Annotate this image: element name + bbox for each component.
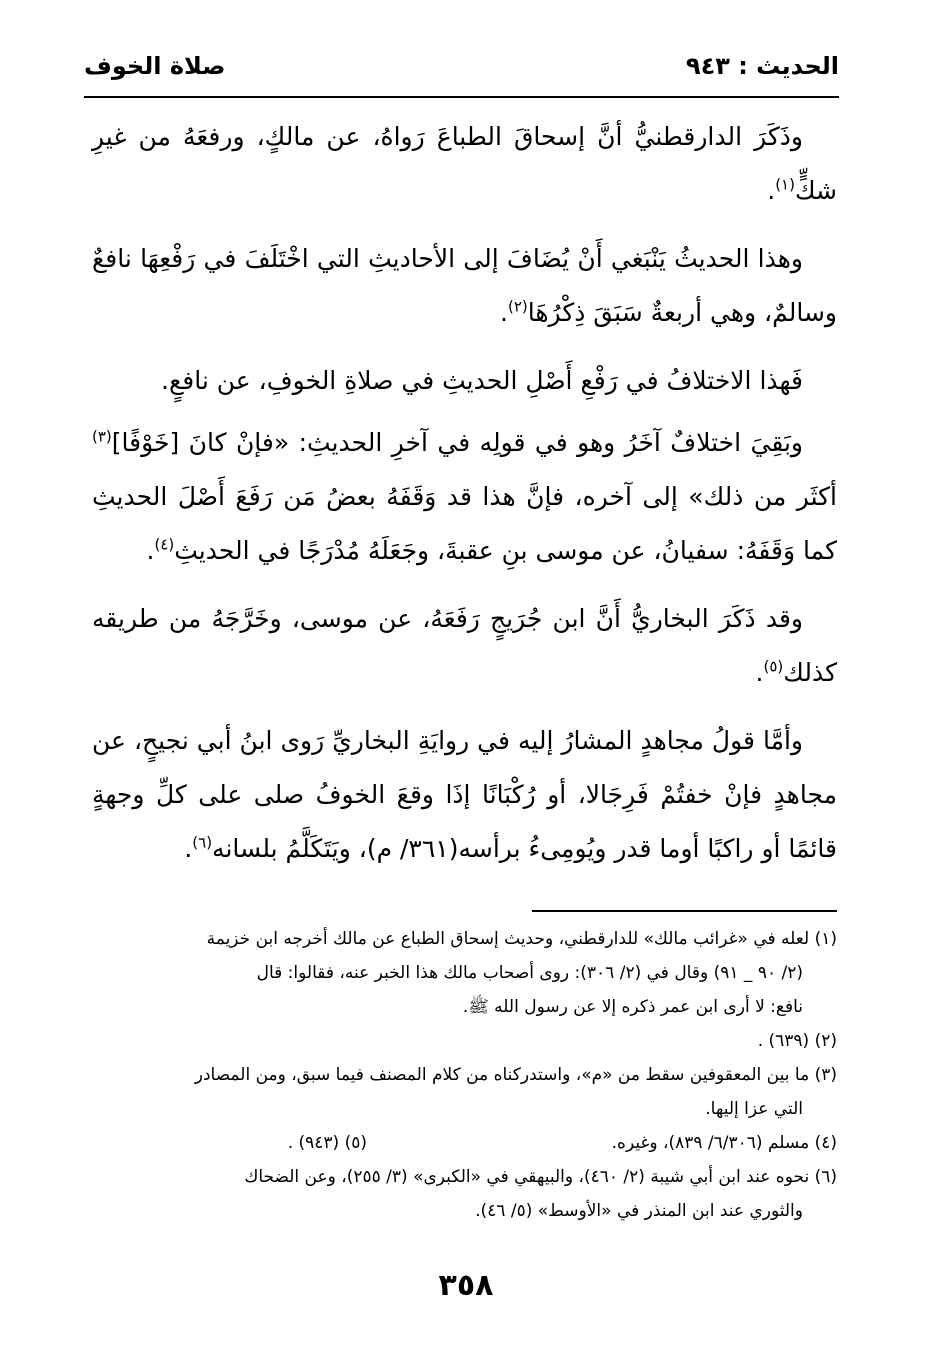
paragraph-text: وأمَّا قولُ مجاهدٍ المشارُ إليه في روايَةِ البخاريِّ رَوى ابنُ أبي نجيحٍ، عن مجاهدٍ فإنْ خفتُمْ فَرِجَالا، أو رُكْبَانًا إذَا وقعَ الخوفُ صلى على كلِّ وجهةٍ قائمًا أو راكبًا أوما قدر ويُومِىءُ برأسه(٣٦١/ م)، ويَتَكَلَّمُ بلسانه: [92, 726, 837, 863]
footnote-ref: (٣): [92, 427, 112, 446]
footnote-ref: (٦): [192, 833, 213, 852]
footnote-3: (٣) ما بين المعقوفين سقط من «م»، واستدركناه من كلام المصنف فيما سبق، ومن المصادر: [194, 1065, 837, 1085]
header-rule: [84, 96, 839, 98]
paragraph-text: فَهذا الاختلافُ في رَفْعِ أَصْلِ الحديثِ في صلاةِ الخوفِ، عن نافعٍ.: [161, 366, 803, 395]
footnotes: [92, 922, 837, 1228]
footnote-1: (١) لعله في «غرائب مالك» للدارقطني، وحديث إسحاق الطباع عن مالك أخرجه ابن خزيمة: [206, 929, 837, 949]
paragraph-tail: .: [767, 176, 776, 205]
footnote-1-continued: نافع: لا أرى ابن عمر ذكره إلا عن رسول الله ﷺ.: [462, 997, 803, 1017]
footnote-6-continued: والثوري عند ابن المنذر في «الأوسط» (٥/ ٤٦).: [475, 1201, 803, 1221]
footnote-1-continued: (٢/ ٩٠ _ ٩١) وقال في (٢/ ٣٠٦): روى أصحاب مالك هذا الخبر عنه، فقالوا: قال: [256, 963, 803, 983]
footnote-ref: (٥): [763, 657, 784, 676]
footnote-3-continued: التي عزا إليها.: [705, 1099, 803, 1119]
footnote-5: (٥) (٩٤٣) .: [287, 1133, 367, 1153]
footnote-4: (٤) مسلم (٦/٣٠٦/ ٨٣٩)، وغيره.: [611, 1133, 837, 1153]
footnote-row: [92, 1126, 837, 1160]
paragraph-tail: .: [500, 298, 508, 327]
hadith-label: الحديث : ٩٤٣: [685, 52, 839, 80]
paragraph-tail: .: [755, 658, 764, 687]
footnote-ref: (١): [775, 175, 795, 194]
footnote-ref: (٤): [154, 535, 175, 554]
paragraph-text: وهذا الحديثُ يَنْبَغي أَنْ يُضَافَ إلى الأحاديثِ التي اخْتَلَفَ في رَفْعِهَا نافعٌ وسالمٌ، وهي أربعةٌ سَبَقَ ذِكْرُهَا: [92, 244, 837, 327]
paragraph-4: [92, 416, 837, 578]
paragraph-tail: .: [184, 834, 193, 863]
main-text: [92, 110, 837, 890]
footnote-6: (٦) نحوه عند ابن أبي شيبة (٢/ ٤٦٠)، والبيهقي في «الكبرى» (٣/ ٢٥٥)، وعن الضحاك: [244, 1167, 837, 1187]
page-number: ٣٥٨: [438, 1268, 494, 1303]
footnote-rule: [532, 910, 837, 912]
paragraph-3: [92, 354, 837, 408]
footnote-2: (٢) (٦٣٩) .: [757, 1031, 837, 1051]
running-header: [84, 48, 839, 88]
paragraph-text: وقد ذَكَرَ البخاريُّ أَنَّ ابن جُرَيجٍ رَفَعَهُ، عن موسى، وخَرَّجَهُ من طريقه كذلك: [92, 604, 837, 687]
paragraph-text: وذَكَرَ الدارقطنيُّ أنَّ إسحاقَ الطباعَ رَواهُ، عن مالكٍ، ورفعَهُ من غيرِ شكٍّ: [92, 122, 837, 205]
paragraph-6: [92, 714, 837, 876]
chapter-title: صلاة الخوف: [84, 52, 226, 80]
footnote-ref: (٢): [507, 297, 528, 316]
paragraph-text-continued: أكثَر من ذلك» إلى آخره، فإنَّ هذا قد وَقَفَهُ بعضُ مَن رَفَعَ أَصْلَ الحديثِ كما وَقَفَهُ: سفيانُ، عن موسى بنِ عقبةَ، وجَعَلَهُ مُدْرَجًا في الحديثِ: [92, 482, 837, 565]
paragraph-text: وبَقِيَ اختلافٌ آخَرُ وهو في قولِه في آخرِ الحديثِ: «فإنْ كانَ [خَوْفًا]: [111, 428, 803, 457]
paragraph-tail: .: [146, 536, 155, 565]
paragraph-1: [92, 110, 837, 218]
paragraph-2: [92, 232, 837, 340]
paragraph-5: [92, 592, 837, 700]
